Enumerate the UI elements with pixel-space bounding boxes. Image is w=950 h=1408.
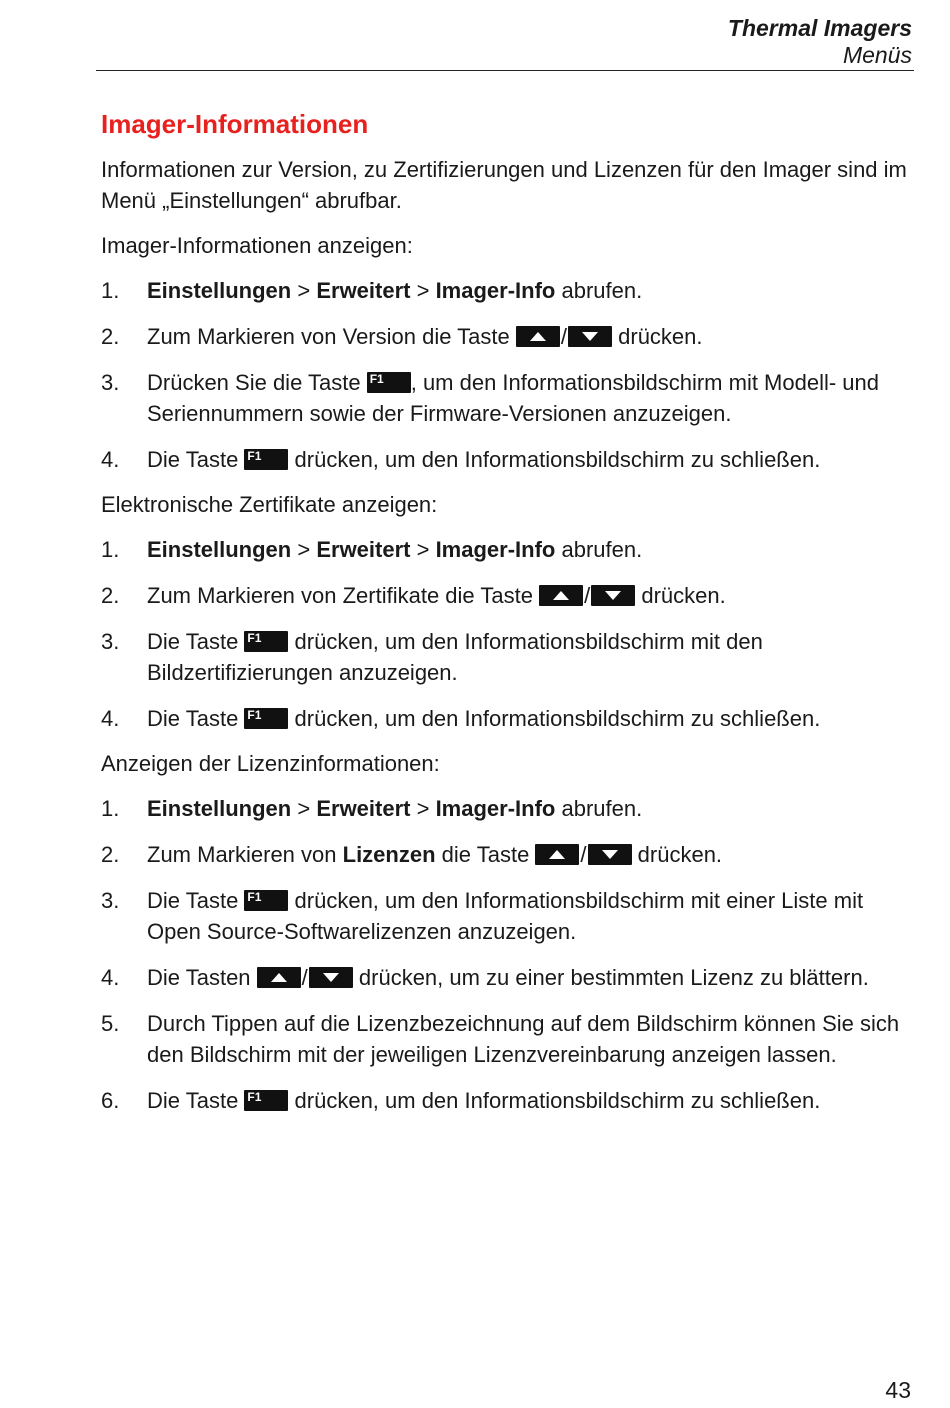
menu-path-imager-info: Imager-Info xyxy=(435,537,556,562)
list-item: 1. Einstellungen > Erweitert > Imager-Info abrufen. xyxy=(101,793,913,824)
step-number: 1. xyxy=(101,796,120,821)
page-header xyxy=(728,14,912,69)
menu-path-imager-info: Imager-Info xyxy=(435,278,556,303)
group3-steps xyxy=(101,793,913,1116)
list-item: 2. Zum Markieren von Lizenzen die Taste / drücken. xyxy=(101,839,913,870)
step-number: 3. xyxy=(101,888,120,913)
list-item: 1. Einstellungen > Erweitert > Imager-Info abrufen. xyxy=(101,275,913,306)
step-number: 5. xyxy=(101,1011,120,1036)
group2-steps xyxy=(101,534,913,734)
step-number: 2. xyxy=(101,842,120,867)
list-item: 2. Zum Markieren von Version die Taste / drücken. xyxy=(101,321,913,352)
step-number: 3. xyxy=(101,629,120,654)
step-number: 3. xyxy=(101,370,120,395)
menu-item-licenses: Lizenzen xyxy=(342,842,436,867)
up-arrow-key-icon xyxy=(257,967,301,988)
up-arrow-key-icon xyxy=(516,326,560,347)
list-item: 1. Einstellungen > Erweitert > Imager-Info abrufen. xyxy=(101,534,913,565)
group3-lead: Anzeigen der Lizenzinformationen: xyxy=(101,751,440,776)
menu-path-advanced: Erweitert xyxy=(316,537,411,562)
menu-path-advanced: Erweitert xyxy=(316,278,411,303)
step-number: 4. xyxy=(101,706,120,731)
f1-key-icon: F1 xyxy=(244,631,288,652)
list-item: 2. Zum Markieren von Zertifikate die Taste / drücken. xyxy=(101,580,913,611)
page-content xyxy=(101,108,913,1130)
list-item: 6. Die Taste F1 drücken, um den Informationsbildschirm zu schließen. xyxy=(101,1085,913,1116)
menu-path-imager-info: Imager-Info xyxy=(435,796,556,821)
intro-paragraph: Informationen zur Version, zu Zertifizierungen und Lizenzen für den Imager sind im Menü „Einstellungen“ abrufbar. xyxy=(101,157,907,213)
up-arrow-key-icon xyxy=(539,585,583,606)
list-item: 4. Die Tasten / drücken, um zu einer bestimmten Lizenz zu blättern. xyxy=(101,962,913,993)
down-arrow-key-icon xyxy=(591,585,635,606)
list-item: 3. Die Taste F1 drücken, um den Informationsbildschirm mit einer Liste mit Open Source-Softwarelizenzen anzuzeigen. xyxy=(101,885,913,947)
step-number: 1. xyxy=(101,278,120,303)
group1-lead: Imager-Informationen anzeigen: xyxy=(101,233,413,258)
f1-key-icon: F1 xyxy=(244,708,288,729)
header-subtitle: Menüs xyxy=(842,42,912,68)
f1-key-icon: F1 xyxy=(244,1090,288,1111)
f1-key-icon: F1 xyxy=(367,372,411,393)
step-number: 4. xyxy=(101,965,120,990)
list-item: 3. Die Taste F1 drücken, um den Informationsbildschirm mit den Bildzertifizierungen anzuzeigen. xyxy=(101,626,913,688)
section-title: Imager-Informationen xyxy=(101,109,369,139)
header-rule xyxy=(96,70,914,71)
group1-steps xyxy=(101,275,913,475)
group2-lead: Elektronische Zertifikate anzeigen: xyxy=(101,492,438,517)
list-item: 5. Durch Tippen auf die Lizenzbezeichnung auf dem Bildschirm können Sie sich den Bildschirm mit der jeweiligen Lizenzvereinbarung anzeigen lassen. xyxy=(101,1008,913,1070)
step-number: 4. xyxy=(101,447,120,472)
header-title: Thermal Imagers xyxy=(727,15,912,41)
f1-key-icon: F1 xyxy=(244,890,288,911)
f1-key-icon: F1 xyxy=(244,449,288,470)
menu-path-settings: Einstellungen xyxy=(147,278,292,303)
down-arrow-key-icon xyxy=(588,844,632,865)
step-number: 6. xyxy=(101,1088,120,1113)
menu-path-settings: Einstellungen xyxy=(147,537,292,562)
list-item: 4. Die Taste F1 drücken, um den Informationsbildschirm zu schließen. xyxy=(101,703,913,734)
step-number: 2. xyxy=(101,583,120,608)
step-number: 2. xyxy=(101,324,120,349)
step-number: 1. xyxy=(101,537,120,562)
menu-path-advanced: Erweitert xyxy=(316,796,411,821)
list-item: 3. Drücken Sie die Taste F1 , um den Informationsbildschirm mit Modell- und Seriennummern sowie der Firmware-Versionen anzuzeigen. xyxy=(101,367,913,429)
down-arrow-key-icon xyxy=(309,967,353,988)
up-arrow-key-icon xyxy=(535,844,579,865)
page-number: 43 xyxy=(885,1377,911,1403)
list-item: 4. Die Taste F1 drücken, um den Informationsbildschirm zu schließen. xyxy=(101,444,913,475)
down-arrow-key-icon xyxy=(568,326,612,347)
menu-path-settings: Einstellungen xyxy=(147,796,292,821)
